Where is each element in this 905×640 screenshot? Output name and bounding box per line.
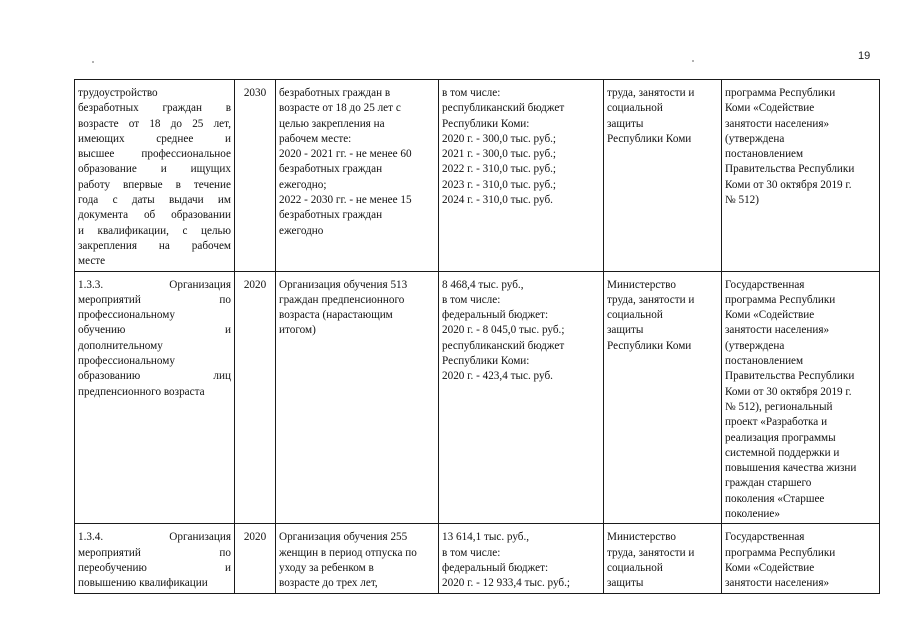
text-line: занятости населения» bbox=[725, 577, 830, 590]
text-line: № 512), региональный bbox=[725, 400, 833, 413]
measure-cell bbox=[75, 524, 235, 594]
text-line: Коми от 30 октября 2019 г. bbox=[725, 385, 852, 398]
text-line: возрасте от 18 до 25 лет, bbox=[78, 117, 231, 130]
text-line: профессиональному bbox=[78, 355, 175, 368]
text-line: 2022 г. - 310,0 тыс. руб.; bbox=[442, 163, 557, 176]
text-line: республиканский бюджет bbox=[442, 339, 565, 352]
text-line: рабочем месте: bbox=[279, 132, 352, 145]
table-body bbox=[75, 80, 880, 594]
text-line: Республики Коми: bbox=[442, 355, 530, 368]
text-line: 1.3.4. Организация bbox=[78, 531, 231, 544]
text-line: образование и ищущих bbox=[78, 163, 231, 176]
table-row bbox=[75, 524, 880, 594]
text-line: обучению и bbox=[78, 324, 231, 337]
responsible-cell bbox=[604, 524, 722, 594]
text-line: образованию лиц bbox=[78, 370, 231, 383]
text-line: труда, занятости и bbox=[607, 546, 695, 559]
text-line: 2020 г. - 12 933,4 тыс. руб.; bbox=[442, 577, 571, 590]
text-line: труда, занятости и bbox=[607, 87, 695, 99]
table-row bbox=[75, 80, 880, 272]
table-row bbox=[75, 271, 880, 524]
text-line: защиты bbox=[607, 117, 644, 130]
text-line: постановлением bbox=[725, 355, 804, 368]
measure-cell bbox=[75, 80, 235, 272]
year-cell: 2030 bbox=[235, 80, 276, 272]
text-line: целью закрепления на bbox=[279, 117, 385, 130]
scan-speck bbox=[92, 61, 94, 63]
program-cell bbox=[722, 524, 880, 594]
program-cell bbox=[722, 271, 880, 524]
text-line: занятости населения» bbox=[725, 324, 830, 337]
text-line: федеральный бюджет: bbox=[442, 561, 549, 574]
text-line: 2020 г. - 300,0 тыс. руб.; bbox=[442, 132, 557, 145]
text-line: возраста (нарастающим bbox=[279, 309, 393, 322]
text-line: дополнительному bbox=[78, 339, 163, 352]
text-line: работу впервые в течение bbox=[78, 178, 231, 191]
text-line: защиты bbox=[607, 577, 644, 590]
text-line: 1.3.3. Организация bbox=[78, 278, 231, 291]
text-line: поколения «Старшее bbox=[725, 492, 825, 505]
text-line: безработных граждан в bbox=[279, 87, 391, 99]
funding-cell bbox=[439, 524, 604, 594]
text-line: мероприятий по bbox=[78, 293, 231, 306]
text-line: Организация обучения 513 bbox=[279, 278, 408, 291]
program-cell bbox=[722, 80, 880, 272]
text-line: 2022 - 2030 гг. - не менее 15 bbox=[279, 194, 412, 207]
text-line: в том числе: bbox=[442, 546, 501, 559]
text-line: Коми «Содействие bbox=[725, 102, 815, 115]
indicator-cell bbox=[276, 271, 439, 524]
text-line: проект «Разработка и bbox=[725, 416, 828, 429]
text-line: закрепления на рабочем bbox=[78, 239, 231, 252]
text-line: 2021 г. - 300,0 тыс. руб.; bbox=[442, 148, 557, 161]
text-line: программа Республики bbox=[725, 293, 836, 306]
text-line: возрасте от 18 до 25 лет с bbox=[279, 102, 401, 115]
text-line: повышения качества жизни bbox=[725, 462, 857, 475]
text-line: Правительства Республики bbox=[725, 163, 855, 176]
text-line: безработных граждан bbox=[279, 163, 383, 176]
text-line: в том числе: bbox=[442, 87, 501, 99]
text-line: и квалификации, с целью bbox=[78, 224, 231, 237]
text-line: Государственная bbox=[725, 531, 805, 544]
text-line: социальной bbox=[607, 561, 663, 574]
text-line: уходу за ребенком в bbox=[279, 561, 374, 574]
text-line: итогом) bbox=[279, 324, 316, 337]
indicator-cell bbox=[276, 524, 439, 594]
text-line: 2020 г. - 8 045,0 тыс. руб.; bbox=[442, 324, 565, 337]
text-line: 2020 - 2021 гг. - не менее 60 bbox=[279, 148, 412, 161]
text-line: Правительства Республики bbox=[725, 370, 855, 383]
text-line: граждан старшего bbox=[725, 477, 812, 490]
text-line: года с даты выдачи им bbox=[78, 194, 231, 207]
text-line: защиты bbox=[607, 324, 644, 337]
text-line: социальной bbox=[607, 102, 663, 115]
text-line: 8 468,4 тыс. руб., bbox=[442, 278, 524, 291]
text-line: Министерство bbox=[607, 531, 676, 544]
funding-cell bbox=[439, 80, 604, 272]
text-line: занятости населения» bbox=[725, 117, 830, 130]
text-line: труда, занятости и bbox=[607, 293, 695, 306]
text-line: Республики Коми bbox=[607, 339, 692, 352]
text-line: предпенсионного возраста bbox=[78, 385, 205, 398]
text-line: безработных граждан в bbox=[78, 102, 231, 115]
text-line: (утверждена bbox=[725, 132, 785, 145]
text-line: трудоустройство bbox=[78, 87, 158, 99]
text-line: безработных граждан bbox=[279, 209, 383, 222]
text-line: 13 614,1 тыс. руб., bbox=[442, 531, 530, 544]
measures-table bbox=[74, 79, 880, 594]
text-line: системной поддержки и bbox=[725, 446, 840, 459]
text-line: реализация программы bbox=[725, 431, 836, 444]
responsible-cell bbox=[604, 271, 722, 524]
text-line: федеральный бюджет: bbox=[442, 309, 549, 322]
year-cell: 2020 bbox=[235, 524, 276, 594]
text-line: Организация обучения 255 bbox=[279, 531, 408, 544]
text-line: повышению квалификации bbox=[78, 577, 208, 590]
text-line: имеющих среднее и bbox=[78, 132, 231, 145]
text-line: социальной bbox=[607, 309, 663, 322]
text-line: (утверждена bbox=[725, 339, 785, 352]
text-line: в том числе: bbox=[442, 293, 501, 306]
text-line: поколение» bbox=[725, 508, 780, 521]
funding-cell bbox=[439, 271, 604, 524]
text-line: Коми от 30 октября 2019 г. bbox=[725, 178, 852, 191]
text-line: документа об образовании bbox=[78, 209, 231, 222]
text-line: профессиональному bbox=[78, 309, 175, 322]
text-line: Министерство bbox=[607, 278, 676, 291]
measure-cell bbox=[75, 271, 235, 524]
page-number: 19 bbox=[858, 50, 871, 62]
text-line: № 512) bbox=[725, 194, 759, 207]
text-line: женщин в период отпуска по bbox=[279, 546, 417, 559]
text-line: Государственная bbox=[725, 278, 805, 291]
text-line: высшее профессиональное bbox=[78, 148, 231, 161]
text-line: переобучению и bbox=[78, 561, 231, 574]
text-line: программа Республики bbox=[725, 546, 836, 559]
text-line: ежегодно bbox=[279, 224, 324, 237]
text-line: 2020 г. - 423,4 тыс. руб. bbox=[442, 370, 553, 383]
text-line: Республики Коми: bbox=[442, 117, 530, 130]
text-line: возрасте до трех лет, bbox=[279, 577, 378, 590]
text-line: Республики Коми bbox=[607, 132, 692, 145]
scan-speck bbox=[692, 60, 694, 62]
indicator-cell bbox=[276, 80, 439, 272]
text-line: 2023 г. - 310,0 тыс. руб.; bbox=[442, 178, 557, 191]
text-line: Коми «Содействие bbox=[725, 561, 815, 574]
text-line: программа Республики bbox=[725, 87, 836, 99]
responsible-cell bbox=[604, 80, 722, 272]
text-line: месте bbox=[78, 255, 106, 268]
text-line: республиканский бюджет bbox=[442, 102, 565, 115]
text-line: ежегодно; bbox=[279, 178, 327, 191]
text-line: граждан предпенсионного bbox=[279, 293, 405, 306]
text-line: 2024 г. - 310,0 тыс. руб. bbox=[442, 194, 553, 207]
year-cell: 2020 bbox=[235, 271, 276, 524]
text-line: постановлением bbox=[725, 148, 804, 161]
text-line: Коми «Содействие bbox=[725, 309, 815, 322]
text-line: мероприятий по bbox=[78, 546, 231, 559]
